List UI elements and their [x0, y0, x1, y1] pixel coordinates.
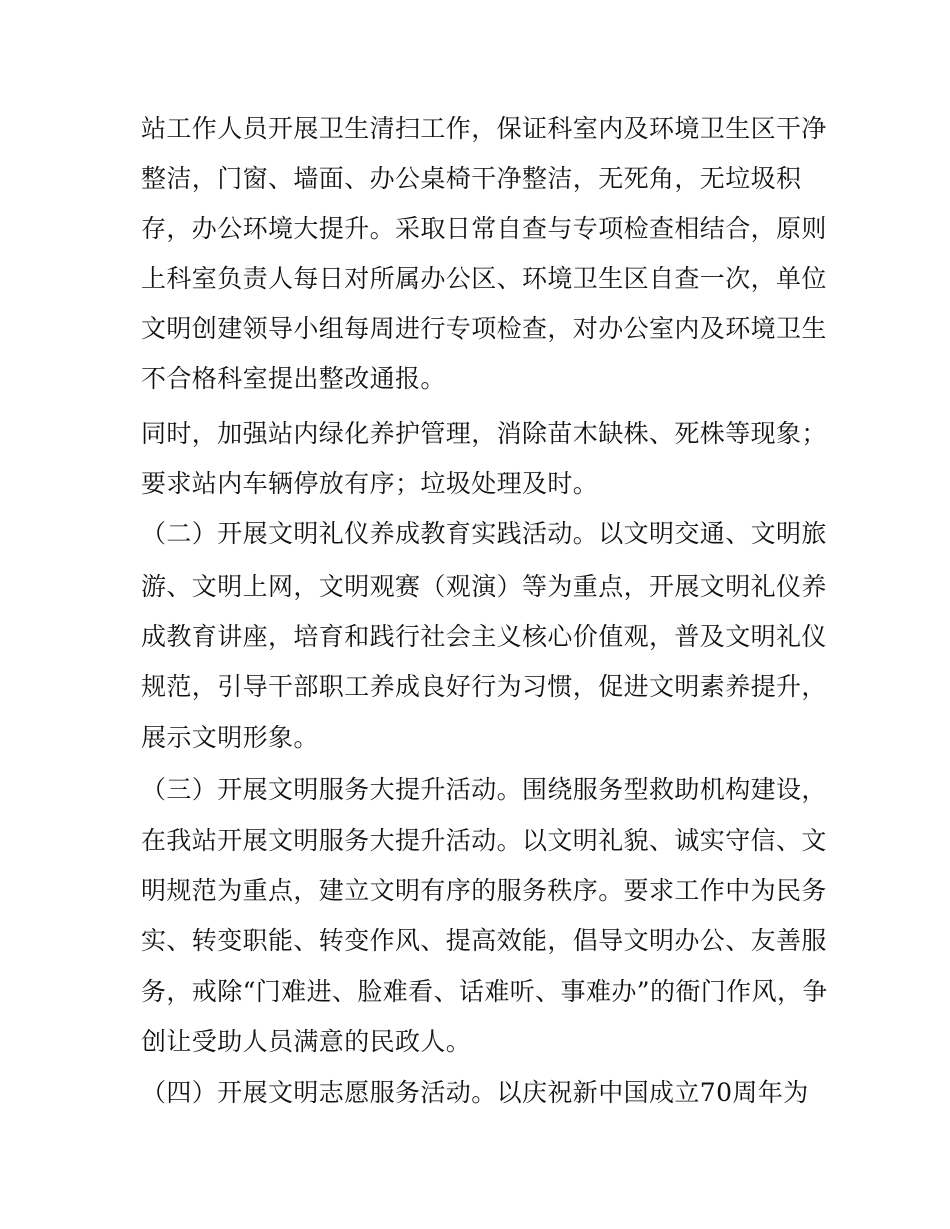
text-line: 明规范为重点，建立文明有序的服务秩序。要求工作中为民务	[141, 876, 827, 905]
text-line: 创让受助人员满意的民政人。	[141, 1027, 472, 1056]
text-line: 整洁，门窗、墙面、办公桌椅干净整洁，无死角，无垃圾积	[141, 164, 802, 193]
text-line: （三）开展文明服务大提升活动。围绕服务型救助机构建设，	[141, 775, 827, 804]
text-line: 不合格科室提出整改通报。	[141, 364, 446, 393]
text-line: 成教育讲座，培育和践行社会主义核心价值观，普及文明礼仪	[141, 622, 827, 651]
text-line: 同时，加强站内绿化养护管理，消除苗木缺株、死株等现象；	[141, 419, 827, 448]
text-line: 存，办公环境大提升。采取日常自查与专项检查相结合，原则	[141, 214, 827, 243]
text-line: 游、文明上网，文明观赛（观演）等为重点，开展文明礼仪养	[141, 572, 827, 601]
text-line: 在我站开展文明服务大提升活动。以文明礼貌、诚实守信、文	[141, 826, 827, 855]
text-line: 要求站内车辆停放有序；垃圾处理及时。	[141, 469, 599, 498]
text-line: 展示文明形象。	[141, 723, 319, 752]
text-line: 实、转变职能、转变作风、提高效能，倡导文明办公、友善服	[141, 926, 827, 955]
text-line: （二）开展文明礼仪养成教育实践活动。以文明交通、文明旅	[141, 519, 827, 548]
text-line: 文明创建领导小组每周进行专项检查，对办公室内及环境卫生	[141, 314, 827, 343]
text-line: 站工作人员开展卫生清扫工作，保证科室内及环境卫生区干净	[141, 114, 827, 143]
text-line: 规范，引导干部职工养成良好行为习惯，促进文明素养提升，	[141, 672, 827, 701]
text-line: 务，戒除“门难进、脸难看、话难听、事难办”的衙门作风，争	[141, 977, 828, 1006]
text-line: 上科室负责人每日对所属办公区、环境卫生区自查一次，单位	[141, 264, 827, 293]
text-line: （四）开展文明志愿服务活动。以庆祝新中国成立70周年为	[141, 1078, 809, 1107]
